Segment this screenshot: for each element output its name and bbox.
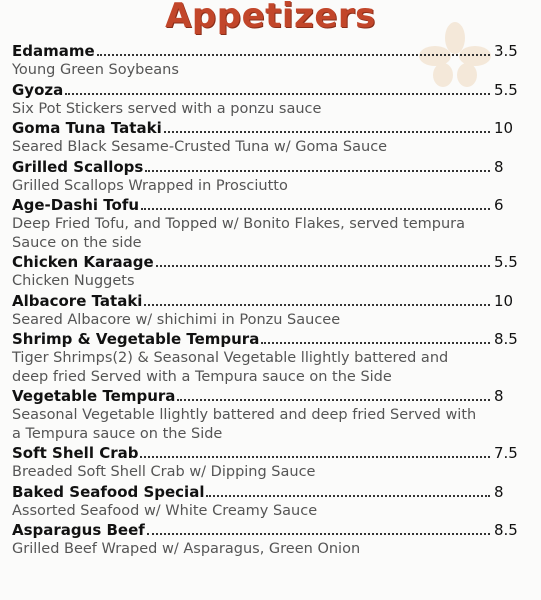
leader-dots [145, 169, 490, 172]
item-price: 5.5 [494, 253, 518, 271]
item-description: Assorted Seafood w/ White Creamy Sauce [12, 502, 318, 519]
item-name: Age-Dashi Tofu [12, 196, 140, 214]
item-description: Breaded Soft Shell Crab w/ Dipping Sauce [12, 464, 316, 480]
menu-item [12, 80, 530, 119]
menu-item [12, 482, 530, 521]
item-description: Seasonal Vegetable llightly battered and deep fried Served with a Tempura sauce on the Side [12, 407, 477, 442]
item-price: 8.5 [494, 521, 518, 539]
menu-item [12, 118, 530, 157]
item-price: 8 [494, 387, 504, 405]
item-price: 8 [494, 482, 504, 501]
menu-title: Appetizers [165, 0, 376, 36]
menu-item [12, 291, 530, 330]
leader-dots [97, 53, 490, 56]
item-description: Six Pot Stickers served with a ponzu sauce [12, 100, 322, 117]
item-price: 10 [494, 119, 514, 137]
menu-item [12, 41, 530, 80]
leader-dots [144, 303, 490, 306]
menu-item [12, 157, 530, 196]
leader-dots [141, 207, 490, 210]
item-price: 6 [494, 196, 504, 214]
menu-item [12, 520, 530, 559]
leader-dots [140, 455, 490, 458]
item-description: Grilled Beef Wraped w/ Asparagus, Green Onion [12, 541, 361, 557]
item-description: Young Green Soybeans [12, 62, 179, 78]
item-price: 5.5 [494, 80, 518, 99]
item-name: Baked Seafood Special [12, 482, 205, 501]
item-price: 8.5 [494, 330, 518, 348]
leader-dots [156, 264, 490, 267]
item-description: Seared Black Sesame-Crusted Tuna w/ Goma Sauce [12, 139, 388, 155]
item-name: Albacore Tataki [12, 291, 143, 310]
item-description: Seared Albacore w/ shichimi in Ponzu Saucee [12, 311, 341, 328]
item-description: Deep Fried Tofu, and Topped w/ Bonito Flakes, served tempura Sauce on the side [12, 216, 466, 251]
menu-item [12, 386, 530, 443]
leader-dots [177, 398, 490, 401]
item-price: 8 [494, 157, 504, 176]
menu-item [12, 195, 530, 252]
item-description: Grilled Scallops Wrapped in Prosciutto [12, 177, 288, 194]
item-name: Edamame [12, 42, 95, 60]
menu-list [12, 41, 530, 559]
item-name: Shrimp & Vegetable Tempura [12, 330, 260, 348]
item-price: 10 [494, 291, 514, 310]
item-description: Tiger Shrimps(2) & Seasonal Vegetable llightly battered and deep fried Served with a Tempura sauce on the Side [12, 350, 449, 385]
item-price: 7.5 [494, 444, 518, 462]
item-name: Goma Tuna Tataki [12, 119, 162, 137]
item-name: Asparagus Beef [12, 521, 145, 539]
leader-dots [206, 494, 490, 497]
item-name: Chicken Karaage [12, 253, 154, 271]
item-name: Vegetable Tempura [12, 387, 176, 405]
leader-dots [65, 92, 490, 95]
item-name: Grilled Scallops [12, 157, 144, 176]
leader-dots [261, 341, 490, 344]
item-price: 3.5 [494, 42, 518, 60]
item-description: Chicken Nuggets [12, 273, 135, 289]
menu-item [12, 329, 530, 386]
item-name: Soft Shell Crab [12, 444, 139, 462]
leader-dots [147, 532, 490, 535]
leader-dots [164, 130, 490, 133]
menu-item [12, 252, 530, 291]
item-name: Gyoza [12, 80, 64, 99]
menu-item [12, 443, 530, 482]
